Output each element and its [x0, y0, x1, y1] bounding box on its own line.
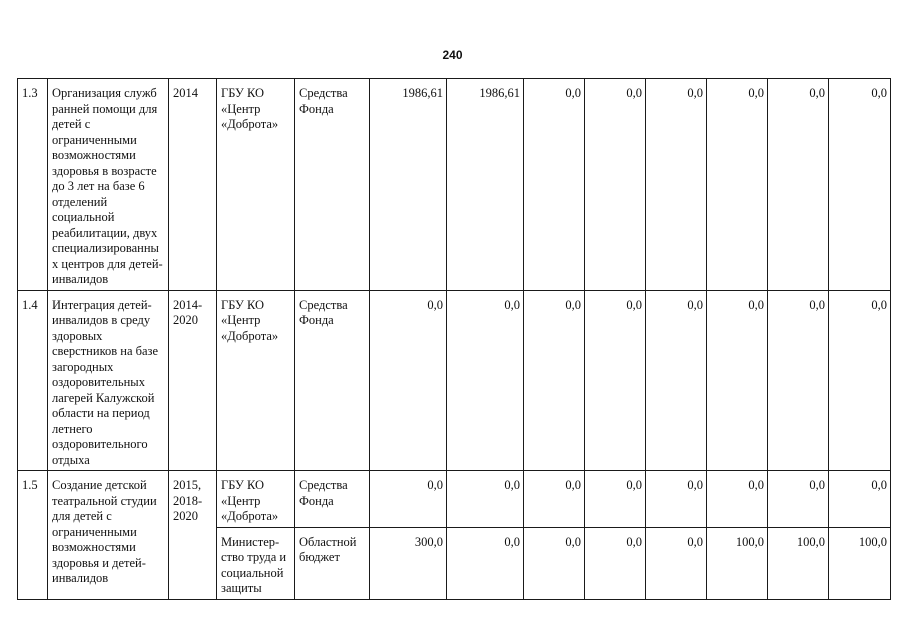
measure-name: Создание детской театральной студии для детей с ограниченными возможностями здоровья и детей-инвалидов [48, 471, 169, 600]
value-cell: 0,0 [646, 527, 707, 599]
value-cell: 0,0 [707, 471, 768, 528]
value-cell: 0,0 [829, 79, 891, 291]
value-cell: 0,0 [524, 527, 585, 599]
value-cell: 0,0 [768, 471, 829, 528]
value-cell: 0,0 [829, 471, 891, 528]
value-cell: 100,0 [707, 527, 768, 599]
value-cell: 1986,61 [370, 79, 447, 291]
value-cell: 0,0 [646, 290, 707, 471]
value-cell: 0,0 [646, 79, 707, 291]
value-cell: 0,0 [447, 471, 524, 528]
row-index: 1.3 [18, 79, 48, 291]
value-cell: 0,0 [370, 471, 447, 528]
funding-source: Областной бюджет [295, 527, 370, 599]
value-cell: 0,0 [707, 79, 768, 291]
table-row [18, 290, 891, 471]
row-index: 1.5 [18, 471, 48, 600]
executor: ГБУ КО «Центр «Доброта» [217, 79, 295, 291]
funding-source: Средства Фонда [295, 290, 370, 471]
measure-name: Интеграция детей-инвалидов в среду здоровых сверстников на базе загородных оздоровительных лагерей Калужской области на период летнего оздоровительного отдыха [48, 290, 169, 471]
period: 2014-2020 [169, 290, 217, 471]
value-cell: 0,0 [370, 290, 447, 471]
value-cell: 0,0 [585, 527, 646, 599]
funding-source: Средства Фонда [295, 79, 370, 291]
executor: ГБУ КО «Центр «Доброта» [217, 290, 295, 471]
program-table [17, 78, 891, 600]
measure-name: Организация служб ранней помощи для детей с ограниченными возможностями здоровья в возрасте до 3 лет на базе 6 отделений социальной реабилитации, двух специализированны х центров для детей-инвалидов [48, 79, 169, 291]
value-cell: 300,0 [370, 527, 447, 599]
value-cell: 0,0 [447, 527, 524, 599]
value-cell: 1986,61 [447, 79, 524, 291]
row-index: 1.4 [18, 290, 48, 471]
value-cell: 0,0 [585, 79, 646, 291]
value-cell: 0,0 [646, 471, 707, 528]
value-cell: 100,0 [829, 527, 891, 599]
value-cell: 0,0 [524, 471, 585, 528]
executor: ГБУ КО «Центр «Доброта» [217, 471, 295, 528]
value-cell: 0,0 [524, 290, 585, 471]
value-cell: 0,0 [585, 471, 646, 528]
value-cell: 0,0 [447, 290, 524, 471]
table-row [18, 471, 891, 528]
executor: Министер-ство труда и социальной защиты [217, 527, 295, 599]
value-cell: 0,0 [585, 290, 646, 471]
table-row [18, 79, 891, 291]
value-cell: 0,0 [768, 79, 829, 291]
funding-source: Средства Фонда [295, 471, 370, 528]
value-cell: 100,0 [768, 527, 829, 599]
page-number: 240 [442, 48, 463, 62]
period: 2014 [169, 79, 217, 291]
value-cell: 0,0 [707, 290, 768, 471]
value-cell: 0,0 [829, 290, 891, 471]
period: 2015, 2018-2020 [169, 471, 217, 600]
value-cell: 0,0 [524, 79, 585, 291]
value-cell: 0,0 [768, 290, 829, 471]
